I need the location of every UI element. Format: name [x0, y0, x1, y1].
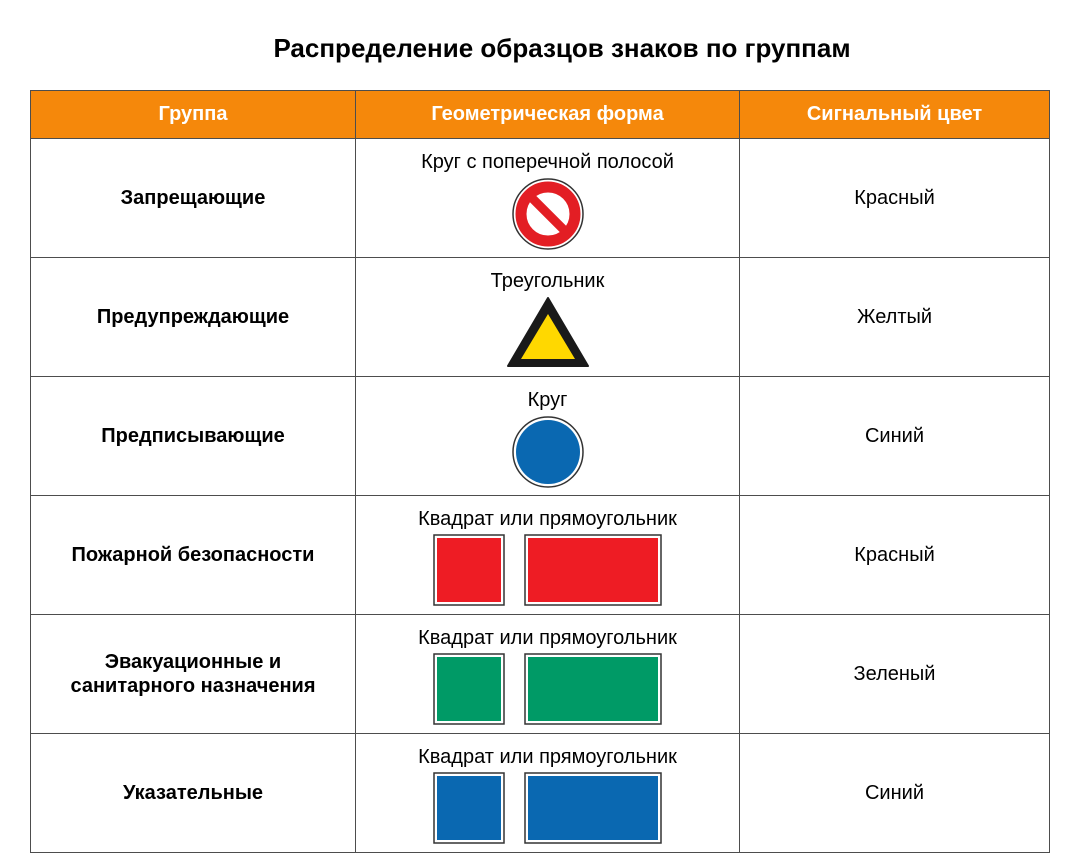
group-name: Указательные [31, 734, 356, 853]
group-name [31, 615, 356, 734]
shape-cell [356, 615, 740, 734]
table-row [31, 139, 1050, 258]
green-square-icon [433, 653, 505, 725]
sign-groups-table [30, 90, 1050, 853]
shape-icons [356, 772, 739, 852]
shape-cell [356, 377, 740, 496]
signal-color: Синий [740, 377, 1050, 496]
group-name-line2: санитарного назначения [70, 675, 316, 697]
group-name: Предупреждающие [31, 258, 356, 377]
signal-color: Красный [740, 496, 1050, 615]
table-row [31, 377, 1050, 496]
signal-color: Красный [740, 139, 1050, 258]
header-group: Группа [31, 91, 356, 139]
table-row [31, 734, 1050, 853]
warning-triangle-icon [506, 296, 590, 368]
table-row [31, 615, 1050, 734]
table-row [31, 496, 1050, 615]
blue-circle-icon [511, 415, 585, 489]
shape-icons [356, 534, 739, 614]
red-rectangle-icon [524, 534, 662, 606]
blue-rectangle-icon [524, 772, 662, 844]
shape-icons [356, 653, 739, 733]
signal-color: Синий [740, 734, 1050, 853]
shape-label: Круг [527, 389, 568, 411]
group-name: Пожарной безопасности [31, 496, 356, 615]
shape-cell [356, 139, 740, 258]
group-name-line1: Эвакуационные и [104, 651, 282, 673]
page-title: Распределение образцов знаков по группам [273, 33, 851, 63]
signal-color: Желтый [740, 258, 1050, 377]
blue-square-icon [433, 772, 505, 844]
red-square-icon [433, 534, 505, 606]
header-color: Сигнальный цвет [740, 91, 1050, 139]
group-name: Запрещающие [31, 139, 356, 258]
signal-color: Зеленый [740, 615, 1050, 734]
table-header-row [31, 91, 1050, 139]
shape-cell [356, 496, 740, 615]
shape-label: Круг с поперечной полосой [421, 151, 674, 173]
group-name: Предписывающие [31, 377, 356, 496]
shape-label: Треугольник [490, 270, 605, 292]
shape-icons [356, 296, 739, 376]
shape-label: Квадрат или прямоугольник [418, 508, 677, 530]
shape-label: Квадрат или прямоугольник [418, 627, 677, 649]
shape-icons [356, 177, 739, 257]
shape-cell [356, 258, 740, 377]
table-row [31, 258, 1050, 377]
prohibition-sign-icon [511, 177, 585, 251]
shape-icons [356, 415, 739, 495]
shape-label: Квадрат или прямоугольник [418, 746, 677, 768]
header-shape: Геометрическая форма [356, 91, 740, 139]
shape-cell [356, 734, 740, 853]
green-rectangle-icon [524, 653, 662, 725]
